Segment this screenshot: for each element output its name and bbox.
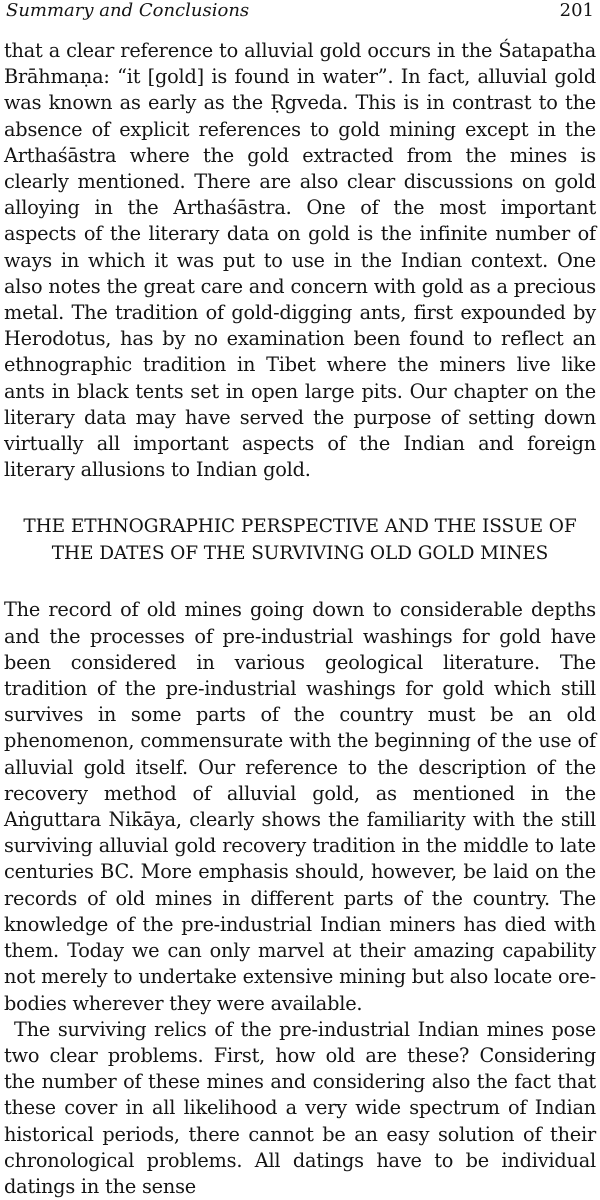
body-text [4,38,596,1200]
paragraph-surviving-relics: The surviving relics of the pre-industrial Indian mines pose two clear problems. First, how old are these? Considering the number of these mines and considering also the fact that these cover in all likelihood a very wide spectrum of Indian historical periods, there cannot be an easy solution of their chronological problems. All datings have to be individual datings in the sense [4,1017,596,1198]
section-heading-line-2: THE DATES OF THE SURVIVING OLD GOLD MINES [51,543,549,565]
paragraph-old-mines: The record of old mines going down to considerable depths and the processes of pre-industrial washings for gold have been considered in various geological literature. The tradition of the pre-industrial washings for gold which still survives in some parts of the country must be an old phenomenon, commensurate with the beginning of the use of alluvial gold itself. Our reference to the description of the recovery method of alluvial gold, as mentioned in the Aṅguttara Nikāya, clearly shows the familiarity with the still surviving alluvial gold recovery tradition in the middle to late centuries BC. More emphasis should, however, be laid on the records of old mines in different parts of the country. The knowledge of the pre-industrial Indian miners has died with them. Today we can only marvel at their amazing capability not merely to undertake extensive mining but also locate ore-bodies wherever they were available. [4,598,596,1015]
page-number: 201 [559,0,594,21]
running-head [4,0,596,28]
section-heading [4,513,596,567]
section-heading-line-1: THE ETHNOGRAPHIC PERSPECTIVE AND THE ISSUE OF [23,516,577,538]
paragraph-continued: that a clear reference to alluvial gold occurs in the Śatapatha Brāhmaṇa: “it [gold] is found in water”. In fact, alluvial gold was known as early as the Ṛgveda. This is in contrast to the absence of explicit references to gold mining except in the Arthaśāstra where the gold extracted from the mines is clearly mentioned. There are also clear discussions on gold alloying in the Arthaśāstra. One of the most important aspects of the literary data on gold is the infinite number of ways in which it was put to use in the Indian context. One also notes the great care and concern with gold as a precious metal. The tradition of gold-digging ants, first expounded by Herodotus, has by no examination been found to reflect an ethnographic tradition in Tibet where the miners live like ants in black tents set in open large pits. Our chapter on the literary data may have served the purpose of setting down virtually all important aspects of the Indian and foreign literary allusions to Indian gold. [4,39,596,482]
running-head-title: Summary and Conclusions [6,0,250,21]
